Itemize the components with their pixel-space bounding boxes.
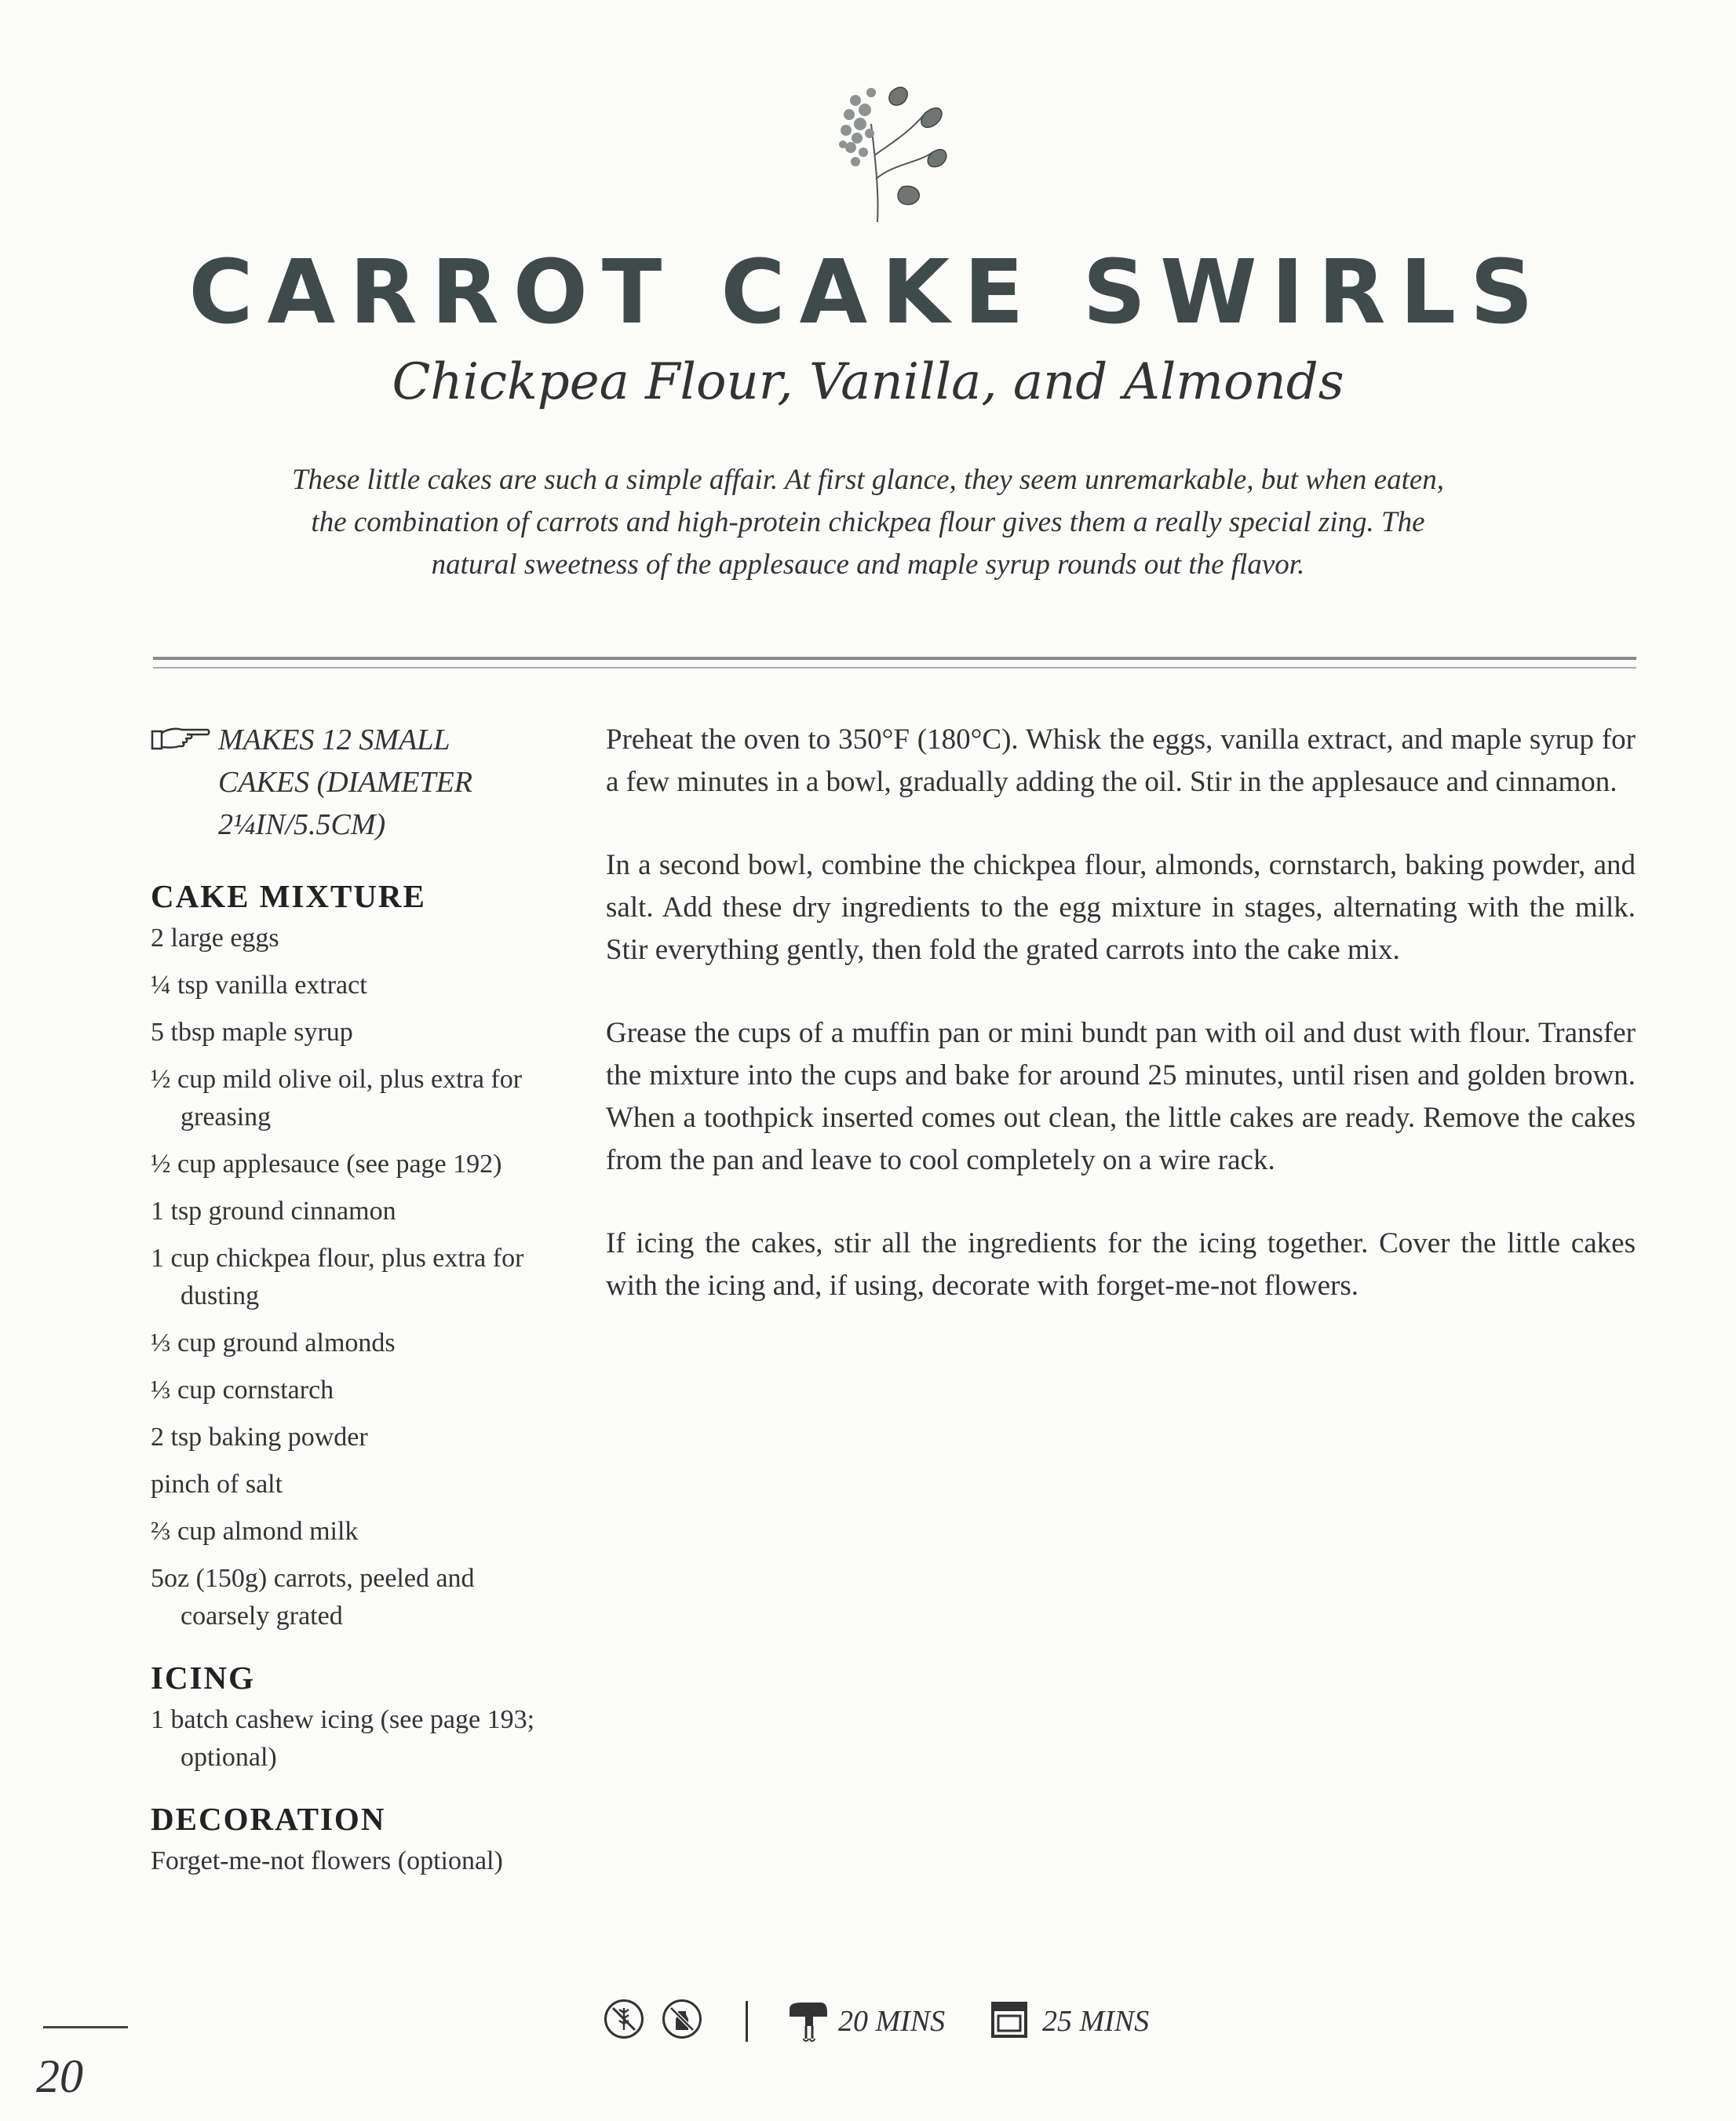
- recipe-intro: These little cakes are such a simple affair. At first glance, they seem unremarkable, but when eaten, the combination of carrots and high-protein chickpea flour gives them a really special zing. The natural sweetness of the applesauce and maple syrup rounds out the flavor.: [291, 464, 1445, 581]
- page-number: 20: [36, 2050, 83, 2102]
- icing-list: [151, 1701, 559, 1777]
- lilac-sprig-illustration: [808, 69, 950, 226]
- recipe-footer: [604, 1999, 1169, 2046]
- gluten-free-icon: [604, 1999, 644, 2039]
- section-divider: [153, 657, 1636, 660]
- ingredient-item: 2 tsp baking powder: [151, 1423, 368, 1452]
- ingredient-item: Forget-me-not flowers (optional): [151, 1846, 503, 1875]
- ingredient-item: ½ cup mild olive oil, plus extra for greasing: [151, 1065, 523, 1132]
- prep-time: 20 MINS: [838, 2005, 946, 2038]
- footer-divider: [746, 2001, 748, 2042]
- ingredient-item: ⅔ cup almond milk: [151, 1517, 359, 1546]
- pointing-hand-icon: [151, 723, 210, 752]
- method-step: If icing the cakes, stir all the ingredients for the icing together. Cover the little cakes with the icing and, if using, decorate with forget-me-not flowers.: [606, 1227, 1636, 1302]
- ingredient-item: ½ cup applesauce (see page 192): [151, 1150, 502, 1179]
- icing-heading: ICING: [151, 1660, 256, 1696]
- hand-mixer-icon: [786, 1999, 830, 2043]
- recipe-subtitle: Chickpea Flour, Vanilla, and Almonds: [392, 353, 1344, 411]
- ingredient-item: pinch of salt: [151, 1470, 283, 1499]
- cake-mixture-heading: CAKE MIXTURE: [151, 878, 426, 914]
- ingredient-item: 1 batch cashew icing (see page 193; optional): [151, 1705, 535, 1772]
- yield-line: MAKES 12 SMALL: [218, 723, 450, 756]
- dairy-free-icon: [662, 1999, 702, 2039]
- page-number-rule: [43, 2026, 128, 2028]
- ingredient-item: ⅓ cup cornstarch: [151, 1376, 334, 1405]
- ingredient-item: 1 tsp ground cinnamon: [151, 1197, 396, 1226]
- decoration-heading: DECORATION: [151, 1801, 386, 1837]
- ingredient-item: 5oz (150g) carrots, peeled and coarsely grated: [151, 1564, 475, 1631]
- bake-time: 25 MINS: [1042, 2005, 1150, 2038]
- method-step: In a second bowl, combine the chickpea flour, almonds, cornstarch, baking powder, and salt. Add these dry ingredients to the egg mixture in stages, alternating with the milk. Stir everything gently, then fold the grated carrots into the cake mix.: [606, 849, 1636, 966]
- decoration-list: [151, 1842, 559, 1880]
- method-step: Grease the cups of a muffin pan or mini bundt pan with oil and dust with flour. Transfer the mixture into the cups and bake for around 25 minutes, until risen and golden brown. When a toothpick inserted comes out clean, the little cakes are ready. Remove the cakes from the pan and leave to cool completely on a wire rack.: [606, 1017, 1636, 1176]
- cake-mixture-list: [151, 920, 559, 1635]
- ingredient-item: ¼ tsp vanilla extract: [151, 971, 367, 1000]
- ingredient-item: ⅓ cup ground almonds: [151, 1328, 396, 1358]
- yield-line: 2¼IN/5.5CM): [218, 808, 386, 841]
- yield-note: [151, 719, 559, 846]
- method-column: [606, 719, 1636, 1348]
- recipe-title: CARROT CAKE SWIRLS: [188, 242, 1548, 344]
- yield-line: CAKES (DIAMETER: [218, 766, 473, 799]
- ingredient-item: 5 tbsp maple syrup: [151, 1018, 353, 1047]
- ingredients-column: [151, 719, 559, 1890]
- method-step: Preheat the oven to 350°F (180°C). Whisk the eggs, vanilla extract, and maple syrup for a few minutes in a bowl, gradually adding the oil. Stir in the applesauce and cinnamon.: [606, 723, 1636, 798]
- section-divider-thin: [153, 667, 1636, 669]
- ingredient-item: 1 cup chickpea flour, plus extra for dusting: [151, 1244, 524, 1310]
- oven-icon: [990, 2001, 1028, 2039]
- ingredient-item: 2 large eggs: [151, 924, 279, 953]
